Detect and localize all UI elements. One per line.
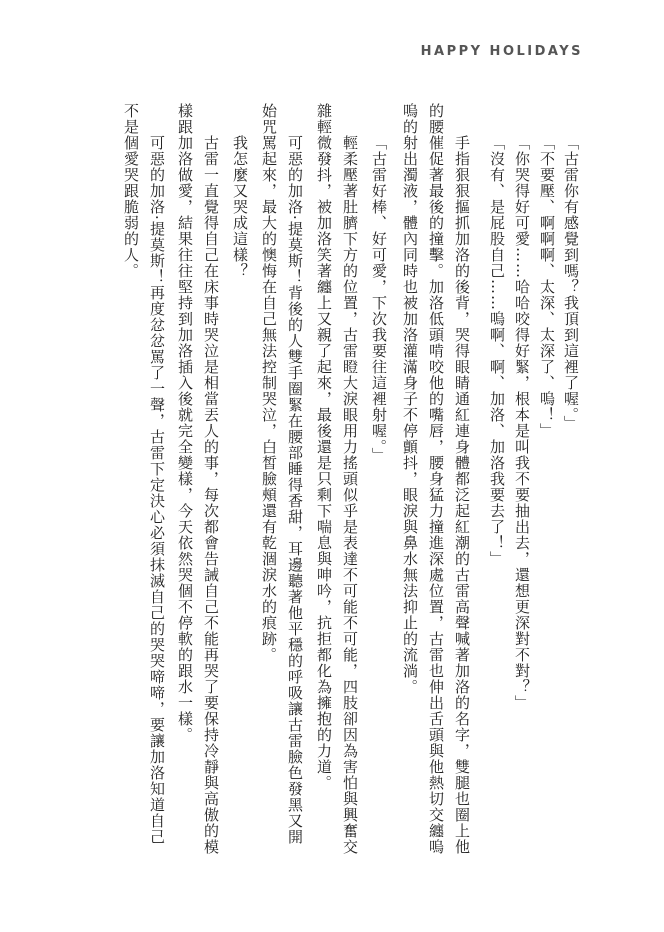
text-line: 古雷一直覺得自己在床事時哭泣是相當丟人的事，每次都會告誡自己不能再哭了要保持冷靜與高傲的模 [202,135,220,855]
text-line: 可惡的加洛·提莫斯！再度忿忿罵了一聲，古雷下定決心必須抹滅自己的哭哭啼啼，要讓加洛知道自己 [148,135,166,845]
text-line: 的腰催促著最後的撞擊。加洛低頭啃咬他的嘴唇，腰身猛力撞進深處位置，古雷也伸出舌頭與他熱切交纏嗚 [427,103,445,855]
text-line: 「古雷好棒、好可愛，下次我要往這裡射喔。」 [370,135,388,464]
running-header: HAPPY HOLIDAYS [420,44,583,59]
text-line: 「古雷你有感覺到嗎？我頂到這裡了喔。」 [562,135,580,432]
text-line: 「你哭得好可愛……哈哈咬得好緊，根本是叫我不要抽出去，還想更深對不對？」 [513,135,531,711]
text-line: 可惡的加洛·提莫斯！背後的人雙手圈緊在腰部睡得香甜，耳邊聽著他平穩的呼吸讓古雷臉色發黑又開 [286,135,304,845]
text-line: 不是個愛哭跟脆弱的人。 [122,103,140,279]
text-line: 樣跟加洛做愛，結果往往堅持到加洛插入後就完全變樣，今天依然哭個不停軟的跟水一樣。 [176,103,194,743]
text-line: 雜輕微發抖，被加洛笑著纏上又親了起來，最後還是只剩下喘息與呻吟，抗拒都化為擁抱的力道。 [315,103,333,791]
text-line: 我怎麼又哭成這樣？ [231,135,249,279]
text-line: 「沒有、是屁股自己……嗚啊、啊、加洛、加洛我要去了！」 [488,135,506,567]
text-line: 手指狠狠摳抓加洛的後背，哭得眼睛通紅連身體都泛起紅潮的古雷高聲喊著加洛的名字，雙腿也圈上他 [453,135,471,855]
text-line: 「不要壓、啊啊啊、太深、太深了、嗚！」 [538,135,556,439]
text-line: 始咒罵起來，最大的懊悔在自己無法控制哭泣，白皙臉頰還有乾涸淚水的痕跡。 [260,103,278,663]
text-line: 輕柔壓著肚臍下方的位置，古雷瞪大淚眼用力搖頭似乎是表達不可能不可能，四肢卻因為害怕與興奮交 [341,135,359,855]
text-line: 嗚的射出濁液，體內同時也被加洛灌滿身子不停顫抖，眼淚與鼻水無法抑止的流淌。 [401,103,419,695]
